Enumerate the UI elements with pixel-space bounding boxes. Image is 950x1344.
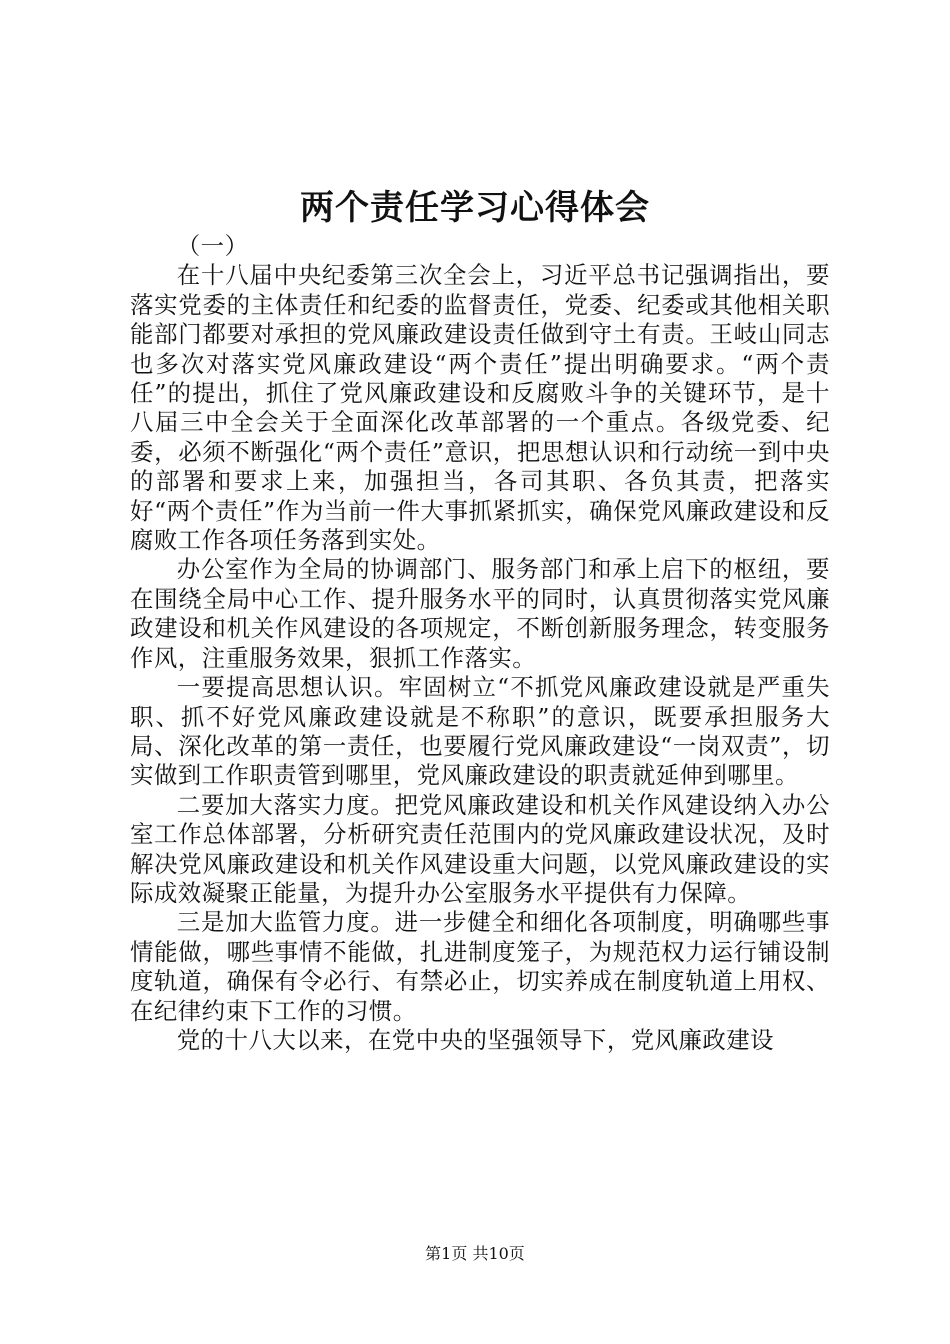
paragraph: 一要提高思想认识。牢固树立“不抓党风廉政建设就是严重失职、抓不好党风廉政建设就是不称职”的意识，既要承担服务大局、深化改革的第一责任，也要履行党风廉政建设“一岗双责”，切实做到工作职责管到哪里，党风廉政建设的职责就延伸到哪里。	[130, 673, 830, 790]
section-marker: （一）	[176, 232, 249, 260]
paragraph: 在十八届中央纪委第三次全会上，习近平总书记强调指出，要落实党委的主体责任和纪委的监督责任，党委、纪委或其他相关职能部门都要对承担的党风廉政建设责任做到守土有责。王岐山同志也多次对落实党风廉政建设“两个责任”提出明确要求。“两个责任”的提出，抓住了党风廉政建设和反腐败斗争的关键环节，是十八届三中全会关于全面深化改革部署的一个重点。各级党委、纪委，必须不断强化“两个责任”意识，把思想认识和行动统一到中央的部署和要求上来，加强担当，各司其职、各负其责，把落实好“两个责任”作为当前一件大事抓紧抓实，确保党风廉政建设和反腐败工作各项任务落到实处。	[130, 261, 830, 555]
paragraph: 二要加大落实力度。把党风廉政建设和机关作风建设纳入办公室工作总体部署，分析研究责任范围内的党风廉政建设状况，及时解决党风廉政建设和机关作风建设重大问题，以党风廉政建设的实际成效凝聚正能量，为提升办公室服务水平提供有力保障。	[130, 790, 830, 907]
document-body	[130, 232, 830, 1055]
paragraph: 三是加大监管力度。进一步健全和细化各项制度，明确哪些事情能做，哪些事情不能做，扎进制度笼子，为规范权力运行铺设制度轨道，确保有令必行、有禁必止，切实养成在制度轨道上用权、在纪律约束下工作的习惯。	[130, 908, 830, 1025]
page-footer: 第1页 共10页	[425, 1244, 525, 1263]
paragraph: 办公室作为全局的协调部门、服务部门和承上启下的枢纽，要在围绕全局中心工作、提升服务水平的同时，认真贯彻落实党风廉政建设和机关作风建设的各项规定，不断创新服务理念，转变服务作风，注重服务效果，狠抓工作落实。	[130, 555, 830, 672]
paragraph: 党的十八大以来，在党中央的坚强领导下，党风廉政建设	[176, 1025, 775, 1054]
document-title: 两个责任学习心得体会	[300, 188, 650, 228]
